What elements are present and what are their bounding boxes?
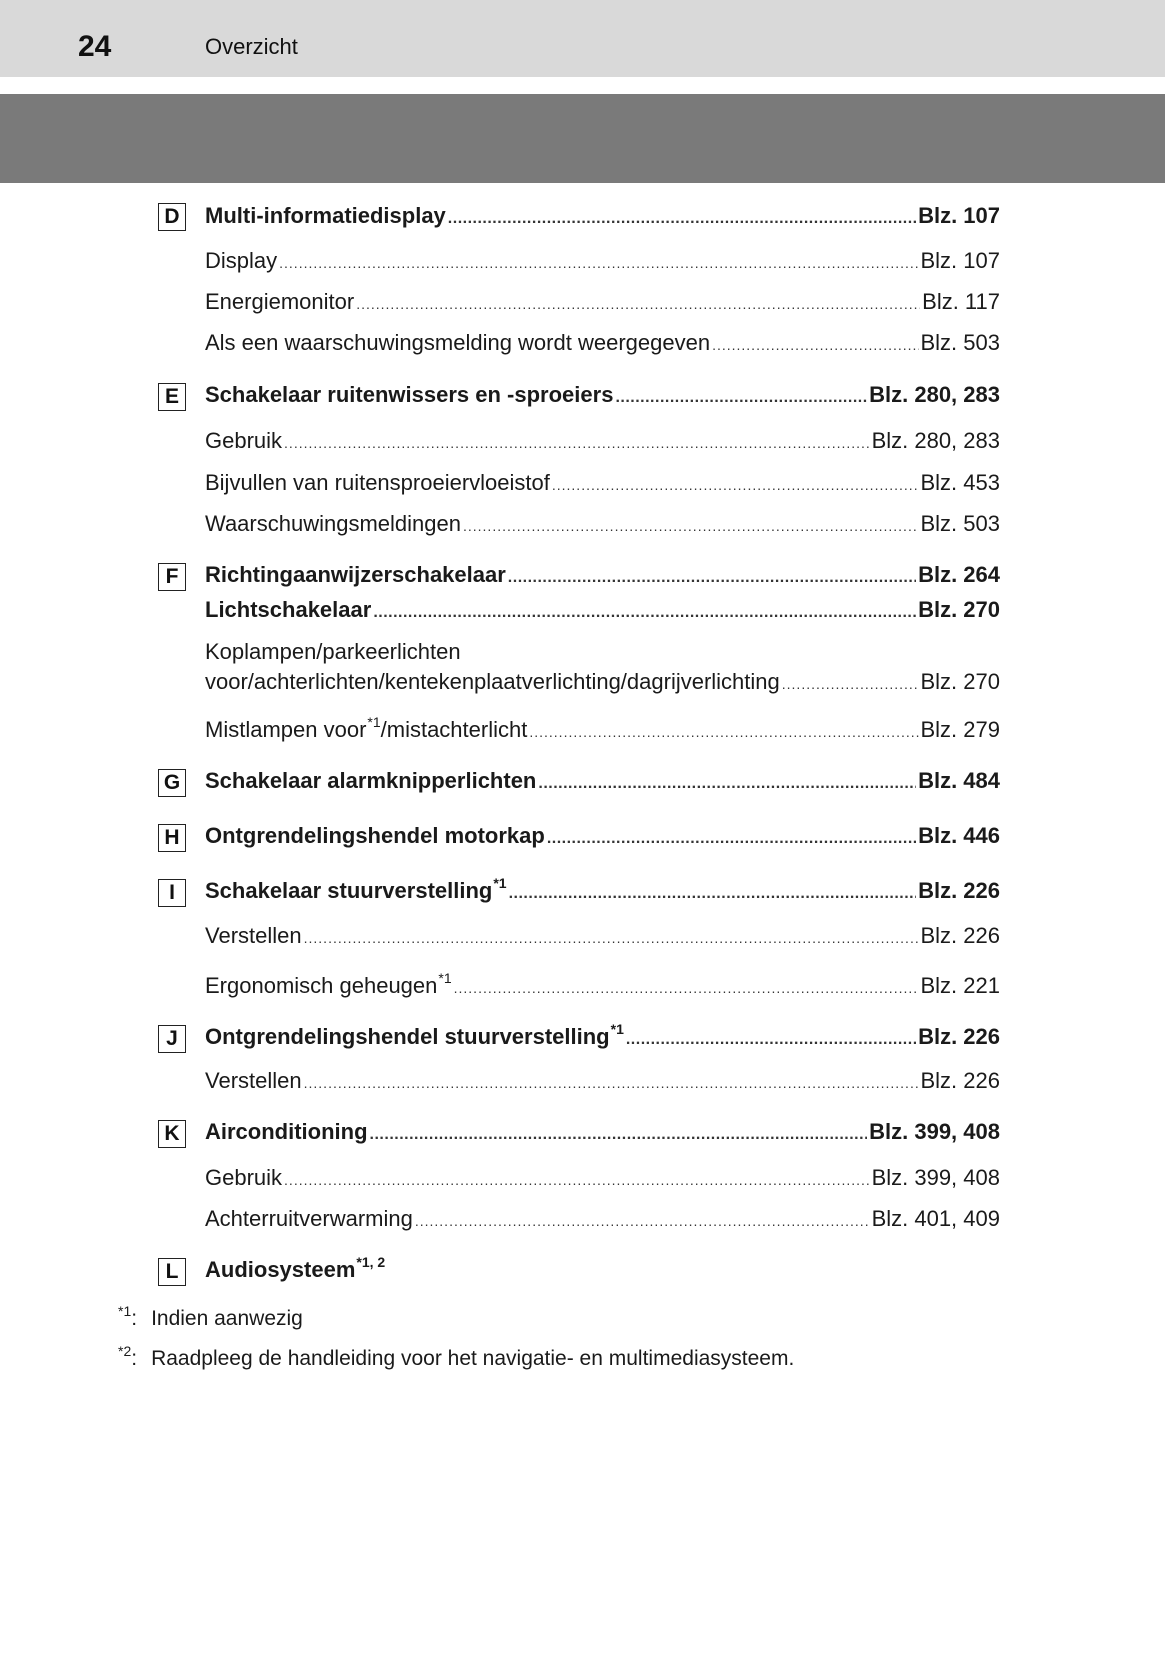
entry-label-text: Audiosysteem — [205, 1257, 356, 1282]
index-entry-sub — [205, 330, 1000, 356]
entry-label — [205, 1254, 386, 1283]
index-entry-sub — [205, 1206, 1000, 1232]
dot-leader — [454, 980, 919, 996]
index-entry-sub — [205, 970, 1000, 999]
index-entry-sub — [205, 511, 1000, 537]
entry-page: Blz. 280, 283 — [869, 382, 1000, 407]
index-entry-main — [205, 1254, 1000, 1283]
entry-page: Blz. 226 — [920, 923, 1000, 948]
entry-label — [205, 970, 452, 999]
index-entry-sub — [205, 714, 1000, 743]
footnote-ref: *1 — [493, 875, 507, 891]
dot-leader — [373, 604, 916, 622]
entry-page: Blz. 270 — [920, 669, 1000, 694]
entry-page: Blz. 503 — [920, 511, 1000, 536]
dot-leader — [284, 1172, 870, 1188]
footnote-mark: *1 — [118, 1303, 132, 1319]
entry-label: Energiemonitor — [205, 289, 355, 314]
dot-leader — [509, 885, 916, 903]
index-entry-main — [205, 768, 1000, 794]
entry-label: Airconditioning — [205, 1119, 368, 1144]
entry-label: Als een waarschuwingsmelding wordt weergegeven — [205, 330, 711, 355]
footnote-colon: : — [131, 1307, 138, 1330]
entry-label: Multi-informatiedisplay — [205, 203, 446, 228]
dot-leader — [356, 296, 920, 312]
section-title: Overzicht — [205, 34, 298, 59]
index-entry-main — [205, 203, 1000, 229]
entry-label: Achterruitverwarming — [205, 1206, 413, 1231]
entry-label: Lichtschakelaar — [205, 597, 372, 622]
index-entry-sub — [205, 1068, 1000, 1094]
entry-label: Verstellen — [205, 1068, 302, 1093]
index-entry-main — [205, 597, 1000, 623]
entry-page: Blz. 107 — [918, 203, 1000, 228]
entry-page: Blz. 226 — [920, 1068, 1000, 1093]
dot-leader — [552, 477, 919, 493]
entry-page: Blz. 401, 409 — [871, 1206, 1000, 1231]
dot-leader — [529, 724, 918, 740]
dot-leader — [782, 676, 919, 692]
index-entry-main — [205, 823, 1000, 849]
letter-marker-l: L — [158, 1258, 186, 1286]
entry-page: Blz. 280, 283 — [871, 428, 1000, 453]
entry-page: Blz. 399, 408 — [869, 1119, 1000, 1144]
entry-label: Richtingaanwijzerschakelaar — [205, 562, 506, 587]
entry-page: Blz. 264 — [918, 562, 1000, 587]
dot-leader — [304, 930, 919, 946]
entry-label: Gebruik — [205, 428, 283, 453]
entry-label-part: Mistlampen voor — [205, 717, 367, 742]
entry-label-text: Schakelaar stuurverstelling — [205, 878, 493, 903]
entry-label-line1: Koplampen/parkeerlichten — [205, 639, 461, 664]
footnote-ref: *1 — [610, 1021, 624, 1037]
footnote-ref: *1 — [438, 970, 452, 986]
entry-page: Blz. 484 — [918, 768, 1000, 793]
footnote-ref: *1, 2 — [356, 1254, 386, 1270]
dot-leader — [626, 1031, 916, 1049]
letter-marker-i: I — [158, 879, 186, 907]
index-entry-main — [205, 1119, 1000, 1145]
entry-page: Blz. 107 — [920, 248, 1000, 273]
page-number: 24 — [78, 30, 112, 63]
dot-leader — [370, 1126, 868, 1144]
index-entry-main — [205, 1021, 1000, 1050]
dot-leader — [415, 1213, 870, 1229]
entry-label-text: Ontgrendelingshendel stuurverstelling — [205, 1024, 610, 1049]
entry-label: Verstellen — [205, 923, 302, 948]
dot-leader — [547, 830, 916, 848]
letter-marker-g: G — [158, 769, 186, 797]
dot-leader — [463, 518, 919, 534]
dot-leader — [615, 389, 867, 407]
index-entry-main — [205, 875, 1000, 904]
entry-label-part: /mistachterlicht — [380, 717, 528, 742]
footnote-colon: : — [131, 1347, 138, 1370]
entry-page: Blz. 226 — [918, 878, 1000, 903]
entry-page: Blz. 446 — [918, 823, 1000, 848]
index-entry-sub — [205, 1165, 1000, 1191]
entry-page: Blz. 503 — [920, 330, 1000, 355]
dot-leader — [448, 210, 916, 228]
index-entry-sub — [205, 470, 1000, 496]
entry-page: Blz. 226 — [918, 1024, 1000, 1049]
dot-leader — [712, 337, 918, 353]
entry-page: Blz. 117 — [922, 289, 1000, 314]
entry-page: Blz. 453 — [920, 470, 1000, 495]
entry-label: Bijvullen van ruitensproeiervloeistof — [205, 470, 550, 495]
index-entry-main — [205, 382, 1000, 408]
footnote — [118, 1303, 303, 1331]
page-header — [0, 0, 1165, 77]
letter-marker-f: F — [158, 563, 186, 591]
index-entry-sub — [205, 428, 1000, 454]
dot-leader — [279, 255, 918, 271]
dot-leader — [508, 569, 916, 587]
entry-label: Waarschuwingsmeldingen — [205, 511, 461, 536]
entry-label: Schakelaar alarmknipperlichten — [205, 768, 537, 793]
letter-marker-e: E — [158, 383, 186, 411]
letter-marker-k: K — [158, 1120, 186, 1148]
entry-label — [205, 875, 507, 904]
entry-page: Blz. 221 — [920, 973, 1000, 998]
index-entry-sub — [205, 289, 1000, 315]
index-entry-main — [205, 562, 1000, 588]
entry-page: Blz. 270 — [918, 597, 1000, 622]
entry-label: Gebruik — [205, 1165, 283, 1190]
letter-marker-d: D — [158, 203, 186, 231]
dot-leader — [304, 1075, 919, 1091]
index-entry-sub — [205, 669, 1000, 695]
footnote-mark: *2 — [118, 1343, 132, 1359]
entry-label — [205, 1021, 624, 1050]
dot-leader — [538, 775, 916, 793]
entry-label — [205, 714, 528, 743]
dot-leader — [284, 435, 870, 451]
section-banner — [0, 94, 1165, 183]
entry-label: Ontgrendelingshendel motorkap — [205, 823, 545, 848]
footnote-ref: *1 — [367, 714, 381, 730]
entry-label-text: Ergonomisch geheugen — [205, 973, 438, 998]
letter-marker-j: J — [158, 1025, 186, 1053]
entry-label: Display — [205, 248, 278, 273]
footnote-text: Raadpleeg de handleiding voor het navigatie- en multimediasysteem. — [151, 1347, 795, 1370]
index-entry-sub-multiline — [205, 639, 1000, 665]
letter-marker-h: H — [158, 824, 186, 852]
footnote-text: Indien aanwezig — [151, 1307, 303, 1330]
footnote — [118, 1343, 795, 1371]
index-entry-sub — [205, 248, 1000, 274]
entry-page: Blz. 279 — [920, 717, 1000, 742]
index-entry-sub — [205, 923, 1000, 949]
entry-page: Blz. 399, 408 — [871, 1165, 1000, 1190]
entry-label-line2: voor/achterlichten/kentekenplaatverlichting/dagrijverlichting — [205, 669, 780, 694]
entry-label: Schakelaar ruitenwissers en -sproeiers — [205, 382, 614, 407]
